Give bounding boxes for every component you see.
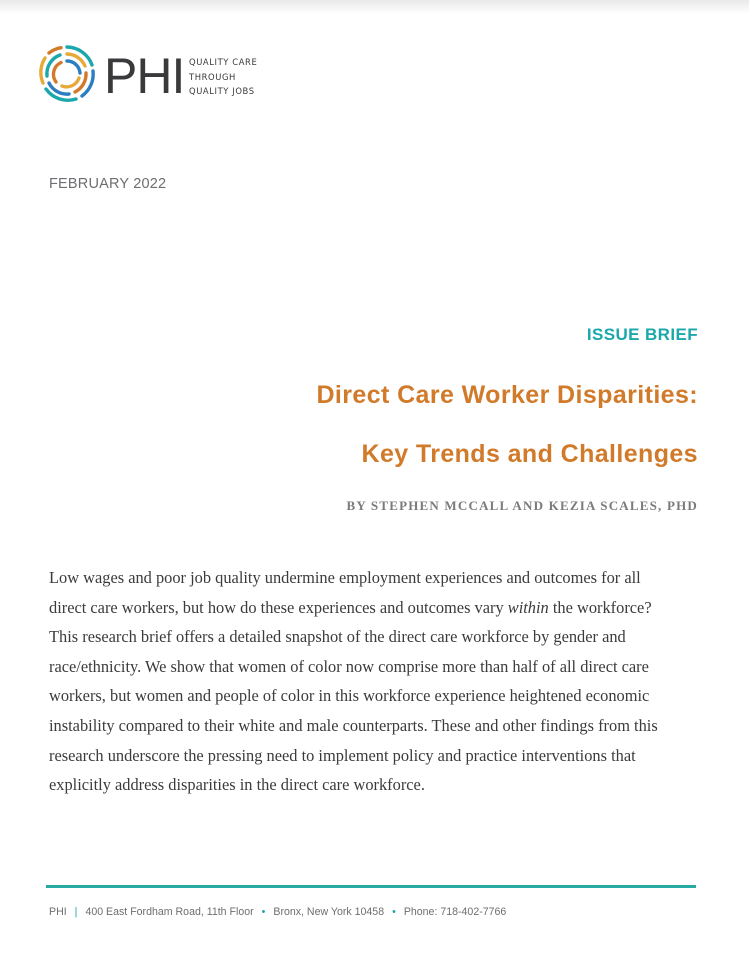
footer-separator: | <box>74 906 78 918</box>
phi-ring-logo-icon <box>36 43 98 105</box>
tagline-line: THROUGH <box>189 71 236 82</box>
tagline-line: QUALITY CARE <box>189 57 258 67</box>
abstract-text: the workforce? <box>548 597 652 617</box>
top-shade <box>0 0 749 14</box>
phi-logo <box>36 43 276 109</box>
title-line-1: Direct Care Worker Disparities: <box>316 381 698 409</box>
footer-contact <box>49 906 506 918</box>
author-byline: BY STEPHEN MCCALL AND KEZIA SCALES, PHD <box>346 498 698 513</box>
abstract-line: explicitly address disparities in the direct care workforce. <box>49 775 425 795</box>
tagline-line: QUALITY JOBS <box>189 86 255 96</box>
document-type-label: ISSUE BRIEF <box>586 325 698 344</box>
brand-tagline <box>189 55 257 99</box>
abstract-line: This research brief offers a detailed snapshot of the direct care workforce by gender and <box>49 627 626 647</box>
brand-name: PHI <box>104 48 185 104</box>
abstract-paragraph <box>49 563 709 800</box>
footer-address: 400 East Fordham Road, 11th Floor <box>85 906 254 918</box>
footer-separator: • <box>392 906 396 918</box>
abstract-line: instability compared to their white and male counterparts. These and other findings from this <box>49 715 658 735</box>
abstract-line: workers, but women and people of color in this workforce experience heightened economic <box>49 686 650 706</box>
footer-divider <box>46 885 696 888</box>
abstract-line: race/ethnicity. We show that women of color now comprise more than half of all direct care <box>49 656 649 676</box>
publication-date: FEBRUARY 2022 <box>49 176 167 192</box>
abstract-line <box>49 593 709 623</box>
abstract-emphasis: within <box>507 597 549 617</box>
footer-city: Bronx, New York 10458 <box>273 906 385 918</box>
footer-separator: • <box>261 906 266 918</box>
abstract-text: direct care workers, but how do these experiences and outcomes vary <box>49 597 508 617</box>
footer-org: PHI <box>49 906 67 918</box>
abstract-line: research underscore the pressing need to implement policy and practice interventions that <box>49 745 636 765</box>
abstract-line: Low wages and poor job quality undermine employment experiences and outcomes for all <box>49 568 641 587</box>
footer-phone: Phone: 718-402-7766 <box>403 906 507 918</box>
title-line-2: Key Trends and Challenges <box>361 440 698 468</box>
